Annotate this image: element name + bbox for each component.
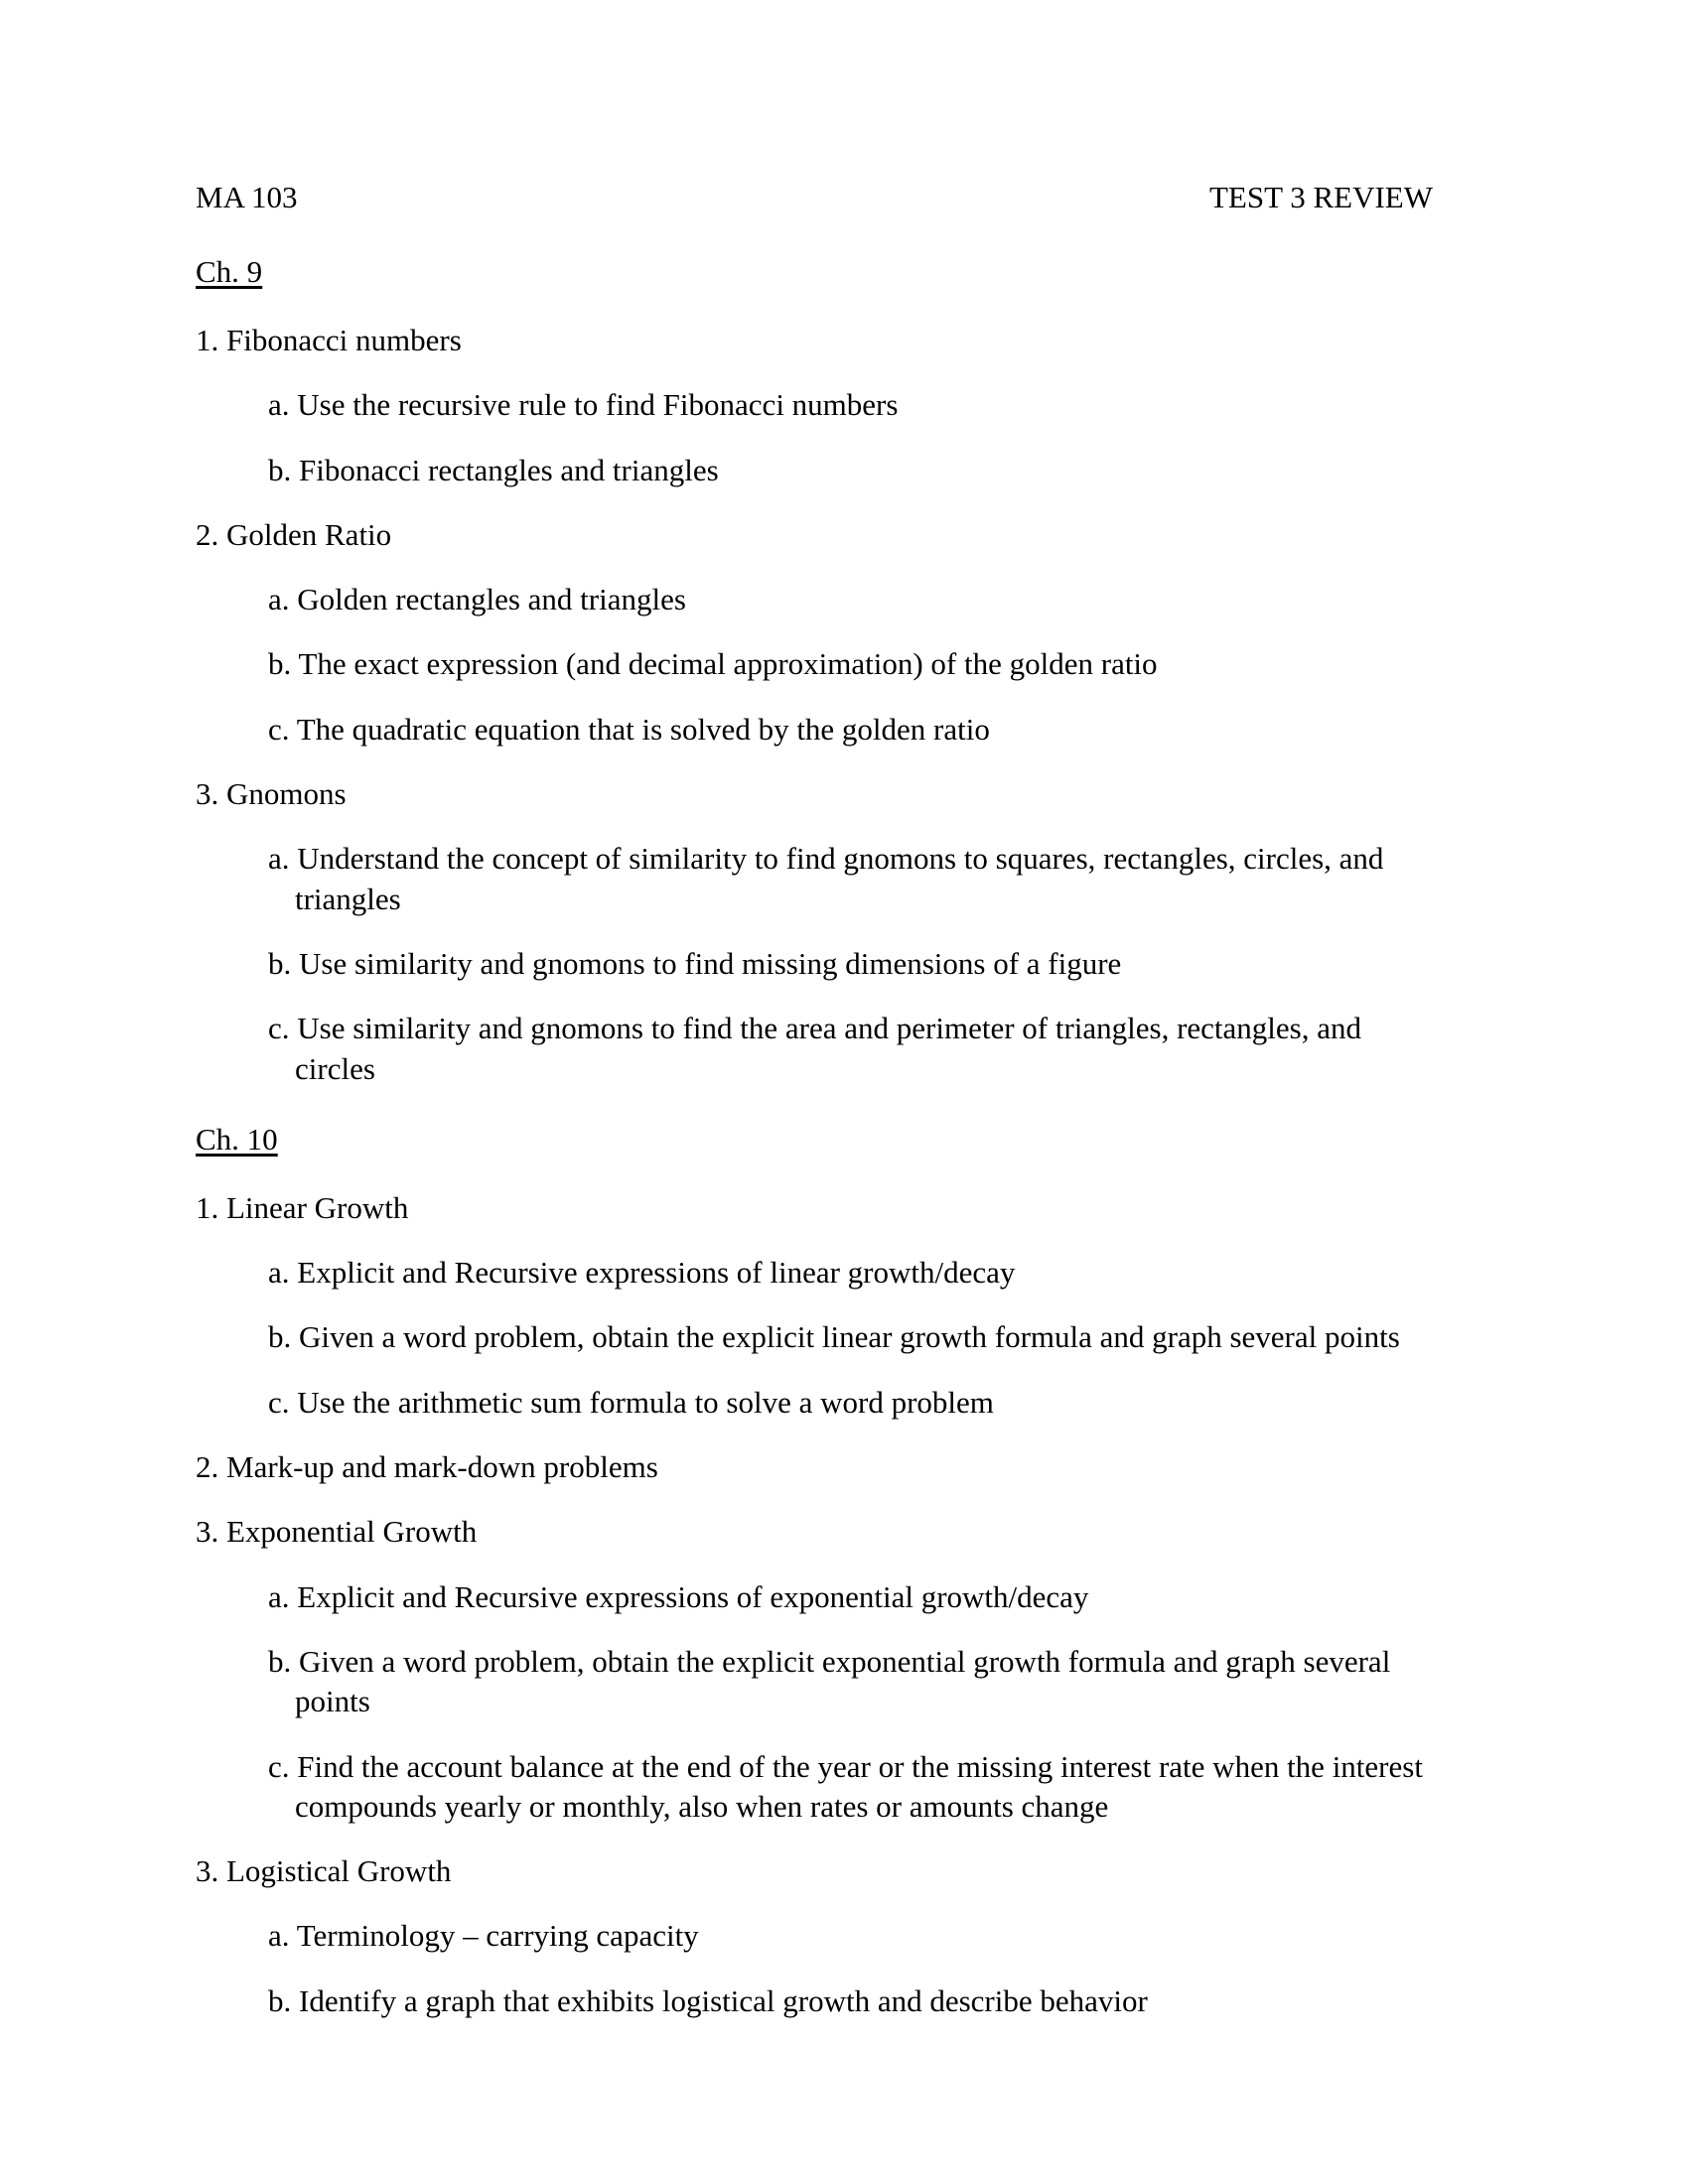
outline-item: 1. Fibonacci numbers	[196, 323, 462, 357]
chapter-heading-10-label: Ch. 10	[196, 1121, 278, 1157]
outline-subitem: c. Find the account balance at the end of the year or the missing interest rate when the interest compounds yearly or monthly, also when rates or amounts change	[268, 1748, 1423, 1824]
outline-item: 1. Linear Growth	[196, 1189, 409, 1225]
outline-item: 2. Mark-up and mark-down problems	[196, 1449, 658, 1485]
outline-subitem: b. Fibonacci rectangles and triangles	[268, 452, 719, 487]
chapter-heading-9	[196, 256, 1449, 287]
outline-item: 3. Exponential Growth	[196, 1514, 478, 1550]
outline-item: 3. Gnomons	[196, 776, 347, 812]
chapter-section-10	[196, 1121, 1449, 2021]
page-title: TEST 3 REVIEW	[1208, 180, 1433, 214]
outline-item: 3. Logistical Growth	[196, 1853, 452, 1889]
outline-subitem: b. Use similarity and gnomons to find missing dimensions of a figure	[268, 945, 1122, 981]
chapter-heading-9-label: Ch. 9	[196, 254, 263, 289]
outline-subitem: b. The exact expression (and decimal approximation) of the golden ratio	[268, 646, 1158, 682]
outline-subitem: c. The quadratic equation that is solved by the golden ratio	[268, 711, 990, 747]
outline-subitem: b. Given a word problem, obtain the explicit linear growth formula and graph several points	[268, 1319, 1400, 1355]
outline-subitem: a. Terminology – carrying capacity	[268, 1918, 699, 1954]
outline-subitem: a. Understand the concept of similarity to find gnomons to squares, rectangles, circles, and triangles	[268, 841, 1384, 916]
outline-subitem: a. Explicit and Recursive expressions of linear growth/decay	[268, 1255, 1016, 1291]
course-code: MA 103	[196, 180, 298, 214]
outline-subitem: c. Use similarity and gnomons to find the area and perimeter of triangles, rectangles, and circles	[268, 1011, 1361, 1086]
outline-item: 2. Golden Ratio	[196, 516, 392, 552]
outline-subitem: b. Identify a graph that exhibits logistical growth and describe behavior	[268, 1982, 1148, 2018]
outline-subitem: a. Use the recursive rule to find Fibonacci numbers	[268, 387, 899, 423]
outline-subitem: c. Use the arithmetic sum formula to solve a word problem	[268, 1384, 994, 1420]
outline-subitem: b. Given a word problem, obtain the explicit exponential growth formula and graph several points	[268, 1643, 1391, 1719]
document-header	[196, 182, 1449, 212]
outline-subitem: a. Golden rectangles and triangles	[268, 582, 686, 617]
document-body	[196, 182, 1449, 2046]
chapter-heading-10	[196, 1121, 1449, 1157]
outline-subitem: a. Explicit and Recursive expressions of exponential growth/decay	[268, 1578, 1089, 1614]
chapter-section-9	[196, 256, 1449, 1089]
section-spacer	[196, 1114, 1449, 1124]
